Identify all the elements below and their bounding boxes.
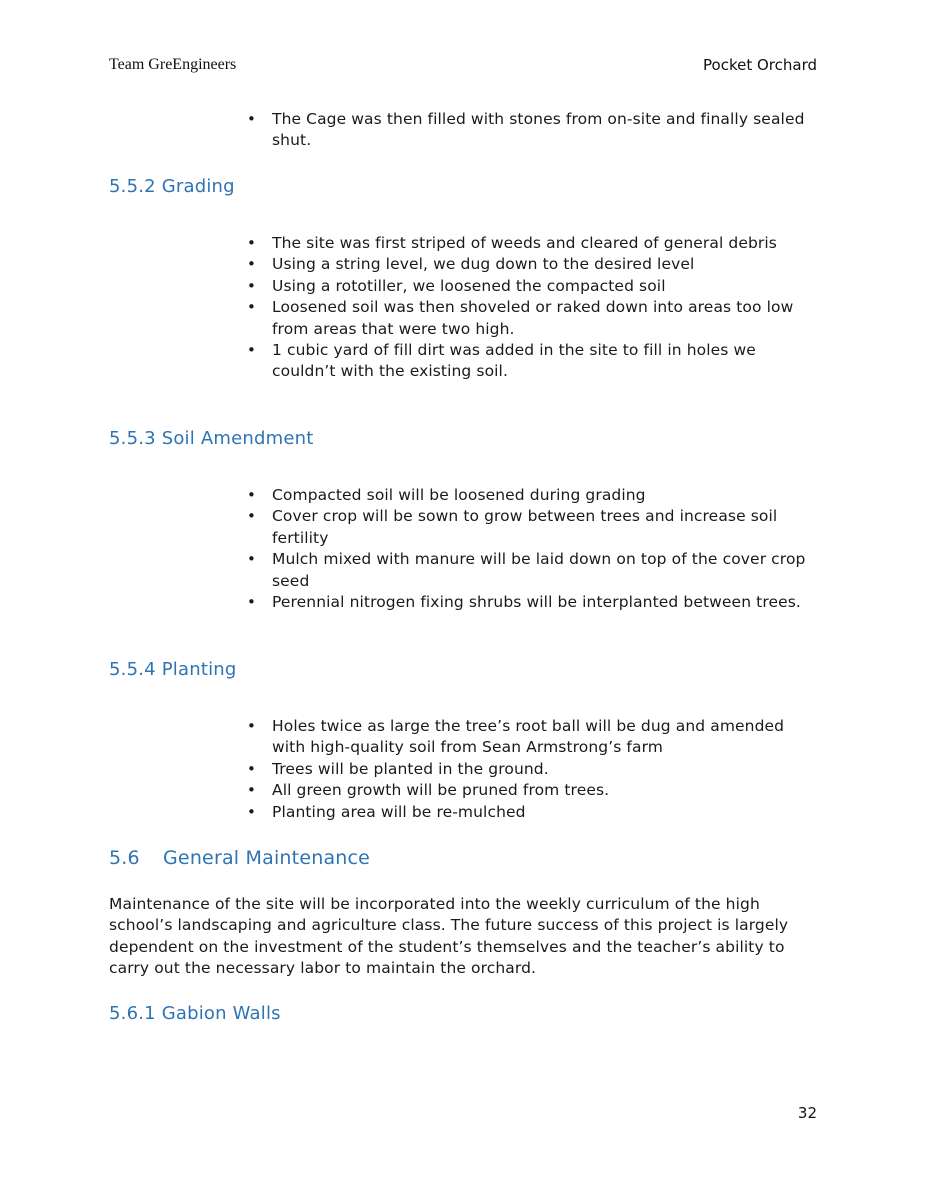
soil-amendment-bullet-list [245,485,815,613]
bullet-icon: • [247,486,256,504]
bullet-icon: • [247,593,256,612]
bullet-icon: • [247,781,256,800]
section-heading-gabion-walls: 5.6.1 Gabion Walls [109,1003,281,1024]
list-item [245,340,815,383]
list-item-text: Using a string level, we dug down to the desired level [272,255,695,274]
list-item [245,297,815,340]
grading-bullet-list [245,233,815,383]
bullet-icon: • [247,234,256,252]
list-item [245,549,815,592]
list-item [245,109,815,152]
list-item [245,716,815,759]
list-item-text: Cover crop will be sown to grow between trees and increase soil fertility [272,507,778,547]
bullet-icon: • [247,341,256,360]
bullet-icon: • [247,110,256,128]
bullet-icon: • [247,802,256,821]
list-item-text: Compacted soil will be loosened during grading [272,486,646,504]
planting-bullet-list [245,716,815,823]
list-item-text: Using a rototiller, we loosened the compacted soil [272,276,666,295]
list-item-text: Holes twice as large the tree’s root ball will be dug and amended with high-quality soil from Sean Armstrong’s farm [272,717,785,757]
bullet-icon: • [247,276,256,295]
list-item-text: Mulch mixed with manure will be laid down on top of the cover crop seed [272,550,806,590]
section-number: 5.6 [109,847,140,869]
bullet-icon: • [247,759,256,778]
list-item-text: Planting area will be re-mulched [272,802,526,821]
list-item-text: Loosened soil was then shoveled or raked down into areas too low from areas that were two high. [272,298,794,338]
list-item [245,233,815,254]
section-title: General Maintenance [163,847,371,869]
list-item [245,780,815,801]
list-item-text: The Cage was then filled with stones from on-site and finally sealed shut. [272,110,805,150]
list-item-text: Trees will be planted in the ground. [272,759,549,778]
header-project-name: Pocket Orchard [703,56,817,74]
list-item [245,592,815,613]
list-item [245,506,815,549]
list-item-text: Perennial nitrogen fixing shrubs will be interplanted between trees. [272,593,801,612]
section-heading-general-maintenance [109,847,370,869]
list-item-text: All green growth will be pruned from trees. [272,781,610,800]
bullet-icon: • [247,255,256,274]
page-number: 32 [797,1104,817,1122]
list-item-text: 1 cubic yard of fill dirt was added in the site to fill in holes we couldn’t with the existing soil. [272,341,756,381]
header-team-name: Team GreEngineers [109,56,237,73]
maintenance-paragraph: Maintenance of the site will be incorporated into the weekly curriculum of the high school’s landscaping and agriculture class. The future success of this project is largely dependent on the investment of the student’s themselves and the teacher’s ability to carry out the necessary labor to maintain the orchard. [109,895,789,978]
section-heading-planting: 5.5.4 Planting [109,659,237,680]
list-item [245,276,815,297]
bullet-icon: • [247,507,256,526]
list-item-text: The site was first striped of weeds and cleared of general debris [272,234,777,252]
section-heading-soil-amendment: 5.5.3 Soil Amendment [109,428,314,449]
list-item [245,802,815,823]
list-item [245,485,815,506]
list-item [245,759,815,780]
bullet-icon: • [247,550,256,569]
list-item [245,254,815,275]
intro-bullet-list [245,109,815,152]
bullet-icon: • [247,717,256,735]
bullet-icon: • [247,298,256,317]
section-heading-grading: 5.5.2 Grading [109,176,235,197]
